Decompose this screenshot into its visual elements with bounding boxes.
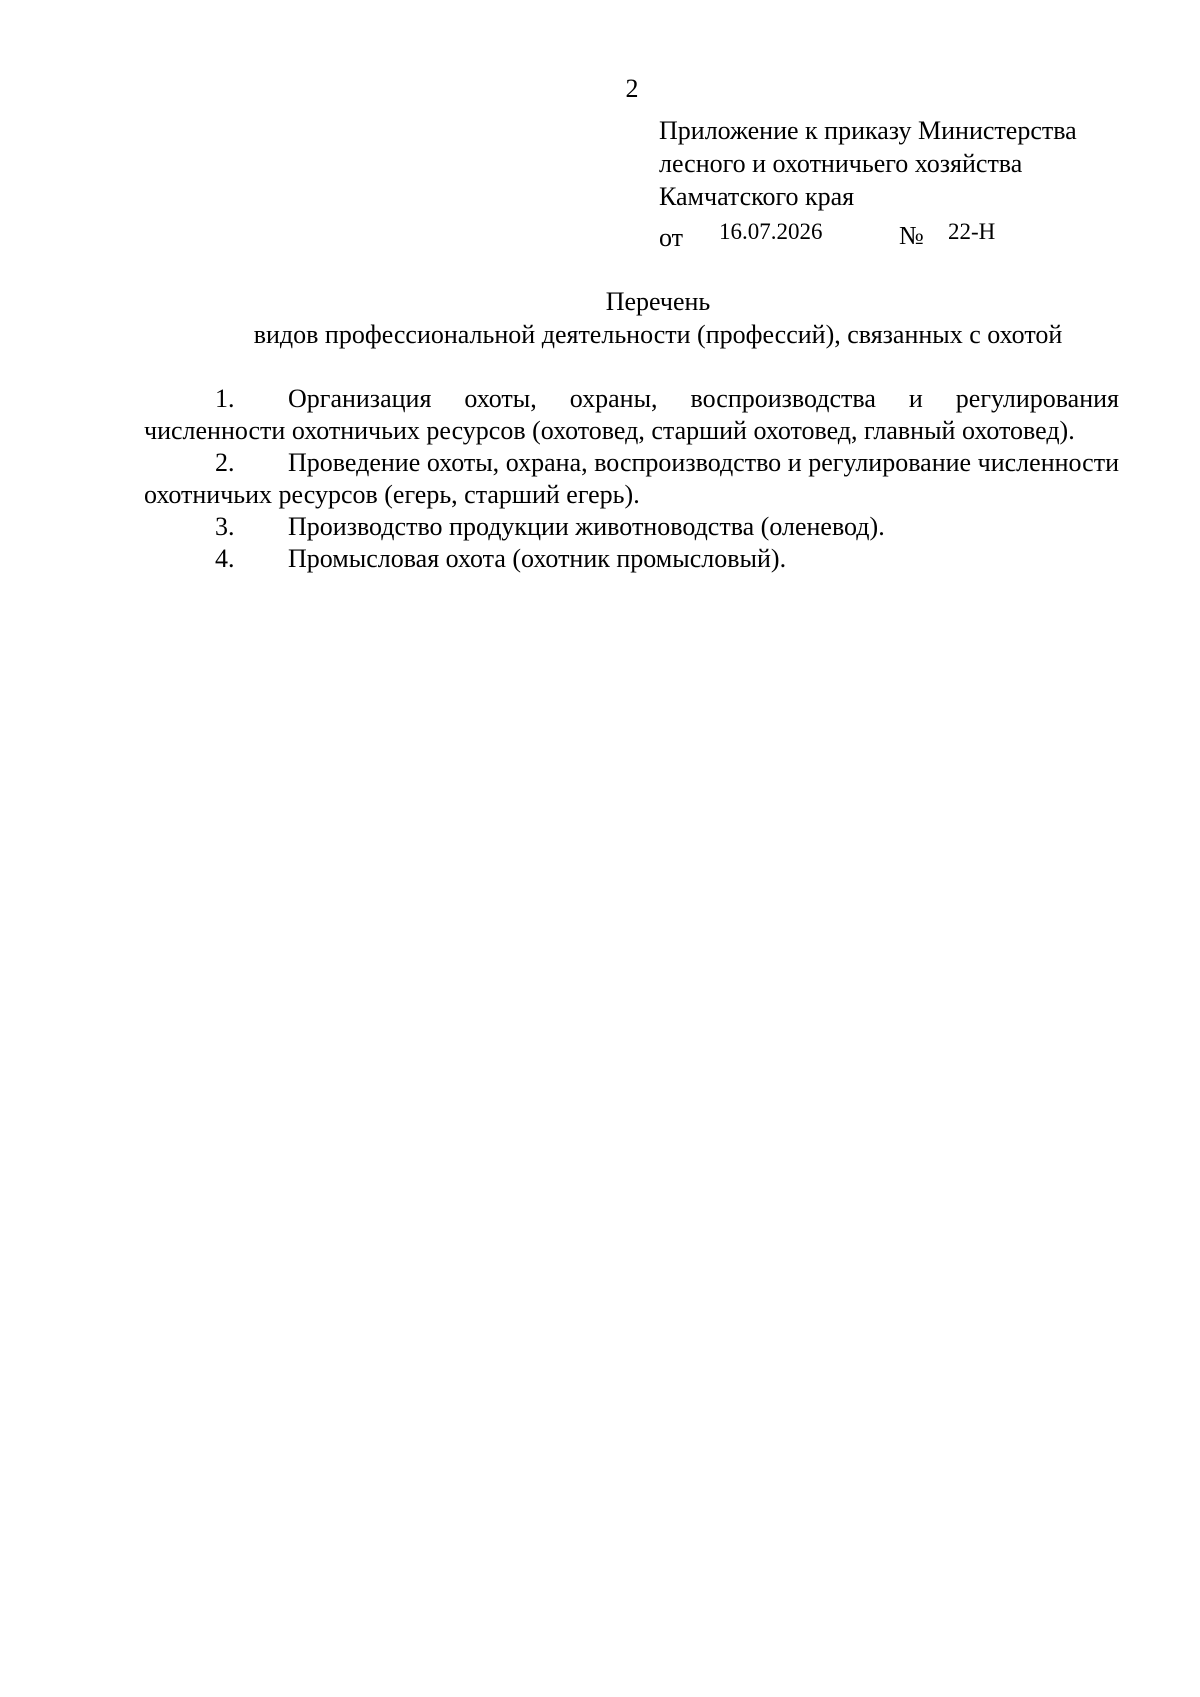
list-item-text: Организация охоты, охраны, воспроизводства и регулирования численности охотничьих ресурсов (охотовед, старший охотовед, главный охотовед). — [144, 384, 1119, 445]
list-item-number: 2. — [215, 448, 235, 477]
list-item-number: 4. — [215, 544, 235, 573]
annex-block — [659, 114, 1179, 252]
list-item — [144, 447, 1119, 511]
annex-reference — [659, 215, 1179, 252]
list-item — [144, 543, 1119, 575]
list-item-text: Производство продукции животноводства (оленевод). — [288, 512, 885, 541]
list-item-number: 1. — [215, 384, 235, 413]
list-item-text: Проведение охоты, охрана, воспроизводство и регулирование численности охотничьих ресурсов (егерь, старший егерь). — [144, 448, 1119, 509]
annex-from-label: от — [659, 223, 684, 252]
document-subtitle: видов профессиональной деятельности (профессий), связанных с охотой — [253, 320, 1063, 349]
annex-date: 16.07.2026 — [719, 219, 823, 244]
annex-line-3: Камчатского края — [659, 182, 855, 211]
page-number: 2 — [625, 74, 639, 103]
list-item-text: Промысловая охота (охотник промысловый). — [288, 544, 787, 573]
annex-line-2: лесного и охотничьего хозяйства — [659, 149, 1023, 178]
list-item — [144, 511, 1119, 543]
list-item-number: 3. — [215, 512, 235, 541]
document-title: Перечень — [605, 287, 711, 316]
list-item — [144, 383, 1119, 447]
professions-list — [144, 383, 1119, 575]
annex-number: 22-Н — [948, 219, 996, 244]
annex-number-sign: № — [899, 221, 924, 250]
annex-line-1: Приложение к приказу Министерства — [659, 116, 1077, 145]
